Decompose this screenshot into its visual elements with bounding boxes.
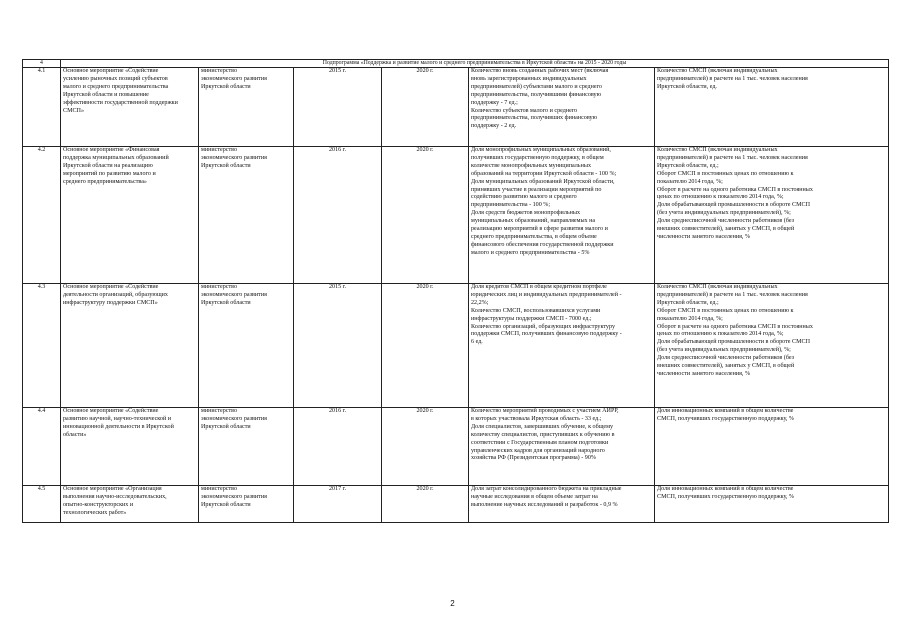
table-row [23, 147, 889, 284]
start-year: 2016 г. [294, 147, 382, 284]
subprogram-number: 4 [23, 60, 61, 68]
target-indicators: Доля инновационных компаний в общем количестве СМСП, получивших государственную поддержку, % [655, 408, 889, 486]
subprogram-header-row [23, 60, 889, 68]
event-name: Основное мероприятие «Финансовая поддержка муниципальных образований Иркутской области на реализацию мероприятий по развитию малого и среднего предпринимательства» [61, 147, 199, 284]
end-year: 2020 г. [382, 486, 469, 523]
executor: министерство экономического развития Иркутской области [199, 68, 294, 147]
subprogram-title: Подпрограмма «Поддержка и развитие малого и среднего предпринимательства в Иркутской области» на 2015 - 2020 годы [61, 60, 889, 68]
table-row [23, 408, 889, 486]
target-indicators: Доля инновационных компаний в общем количестве СМСП, получивших государственную поддержку, % [655, 486, 889, 523]
row-number: 4.3 [23, 284, 61, 408]
row-number: 4.5 [23, 486, 61, 523]
page-number: 2 [450, 599, 455, 608]
event-name: Основное мероприятие «Содействие развитию научной, научно-технической и инновационной деятельности в Иркутской области» [61, 408, 199, 486]
executor: министерство экономического развития Иркутской области [199, 147, 294, 284]
start-year: 2015 г. [294, 68, 382, 147]
start-year: 2015 г. [294, 284, 382, 408]
table-row [23, 68, 889, 147]
expected-result: Доля затрат консолидированного бюджета на прикладные научные исследования в общем объеме затрат на выполнение научных исследований и разработок - 0,9 % [469, 486, 655, 523]
expected-result: Количество мероприятий проводимых с участием АИРР, в которых участвовала Иркутская область - 33 ед.; Доля специалистов, завершивших обучение, к общему количеству специалистов, приступивших к обучению в соответствии с Государственным планом подготовки управленческих кадров для организаций народного хозяйства РФ (Президентская программа) - 90% [469, 408, 655, 486]
event-name: Основное мероприятие «Содействие усилению рыночных позиций субъектов малого и среднего предпринимательства Иркутской области и повышение эффективности государственной поддержки СМСП» [61, 68, 199, 147]
executor: министерство экономического развития Иркутской области [199, 408, 294, 486]
target-indicators: Количество СМСП (включая индивидуальных предпринимателей) в расчете на 1 тыс. человек населения Иркутской области, ед.; Оборот СМСП в постоянных ценах по отношению к показателю 2014 года, %; Оборот в расчете на одного работника СМСП в постоянных ценах по отношению к показателю 2014 года, %; Доля обрабатывающей промышленности в обороте СМСП (без учета индивидуальных предпринимателей), %; Доля среднесписочной численности работников (без внешних совместителей), занятых у СМСП, в общей численности занятого населения, % [655, 284, 889, 408]
executor: министерство экономического развития Иркутской области [199, 486, 294, 523]
expected-result: Доля кредитов СМСП в общем кредитном портфеле юридических лиц и индивидуальных предпринимателей - 22,2%; Количество СМСП, воспользовавшихся услугами инфраструктуры поддержки СМСП - 7000 ед.; Количество организаций, образующих инфраструктуру поддержки СМСП, получивших финансовую поддержку - 6 ед. [469, 284, 655, 408]
expected-result: Количество вновь созданных рабочих мест (включая вновь зарегистрированных индивидуальных предпринимателей) субъектами малого и среднего предпринимательства, получившими финансовую поддержку - 7 ед.; Количество субъектов малого и среднего предпринимательства, получивших финансовую поддержку - 2 ед. [469, 68, 655, 147]
end-year: 2020 г. [382, 408, 469, 486]
row-number: 4.1 [23, 68, 61, 147]
start-year: 2016 г. [294, 408, 382, 486]
start-year: 2017 г. [294, 486, 382, 523]
end-year: 2020 г. [382, 147, 469, 284]
end-year: 2020 г. [382, 284, 469, 408]
executor: министерство экономического развития Иркутской области [199, 284, 294, 408]
table-row [23, 486, 889, 523]
event-name: Основное мероприятие «Организация выполнения научно-исследовательских, опытно-конструкторских и технологических работ» [61, 486, 199, 523]
event-name: Основное мероприятие «Содействие деятельности организаций, образующих инфраструктуру поддержки СМСП» [61, 284, 199, 408]
table-row [23, 284, 889, 408]
end-year: 2020 г. [382, 68, 469, 147]
target-indicators: Количество СМСП (включая индивидуальных предпринимателей) в расчете на 1 тыс. человек населения Иркутской области, ед. [655, 68, 889, 147]
expected-result: Доля монопрофильных муниципальных образований, получивших государственную поддержку, в общем количестве монопрофильных муниципальных образований на территории Иркутской области - 100 %; Доля муниципальных образований Иркутской области, принявших участие в реализации мероприятий по содействию развитию малого и среднего предпринимательства - 100 %; Доля средств бюджетов монопрофильных муниципальных образований, направляемых на реализацию мероприятий в сфере развития малого и среднего предпринимательства, в общем объеме финансового обеспечения государственной поддержки малого и среднего предпринимательства - 5% [469, 147, 655, 284]
row-number: 4.2 [23, 147, 61, 284]
program-table [22, 59, 889, 523]
row-number: 4.4 [23, 408, 61, 486]
target-indicators: Количество СМСП (включая индивидуальных предпринимателей) в расчете на 1 тыс. человек населения Иркутской области, ед.; Оборот СМСП в постоянных ценах по отношению к показателю 2014 года, %; Оборот в расчете на одного работника СМСП в постоянных ценах по отношению к показателю 2014 года, %; Доля обрабатывающей промышленности в обороте СМСП (без учета индивидуальных предпринимателей), %; Доля среднесписочной численности работников (без внешних совместителей), занятых у СМСП, в общей численности занятого населения, % [655, 147, 889, 284]
